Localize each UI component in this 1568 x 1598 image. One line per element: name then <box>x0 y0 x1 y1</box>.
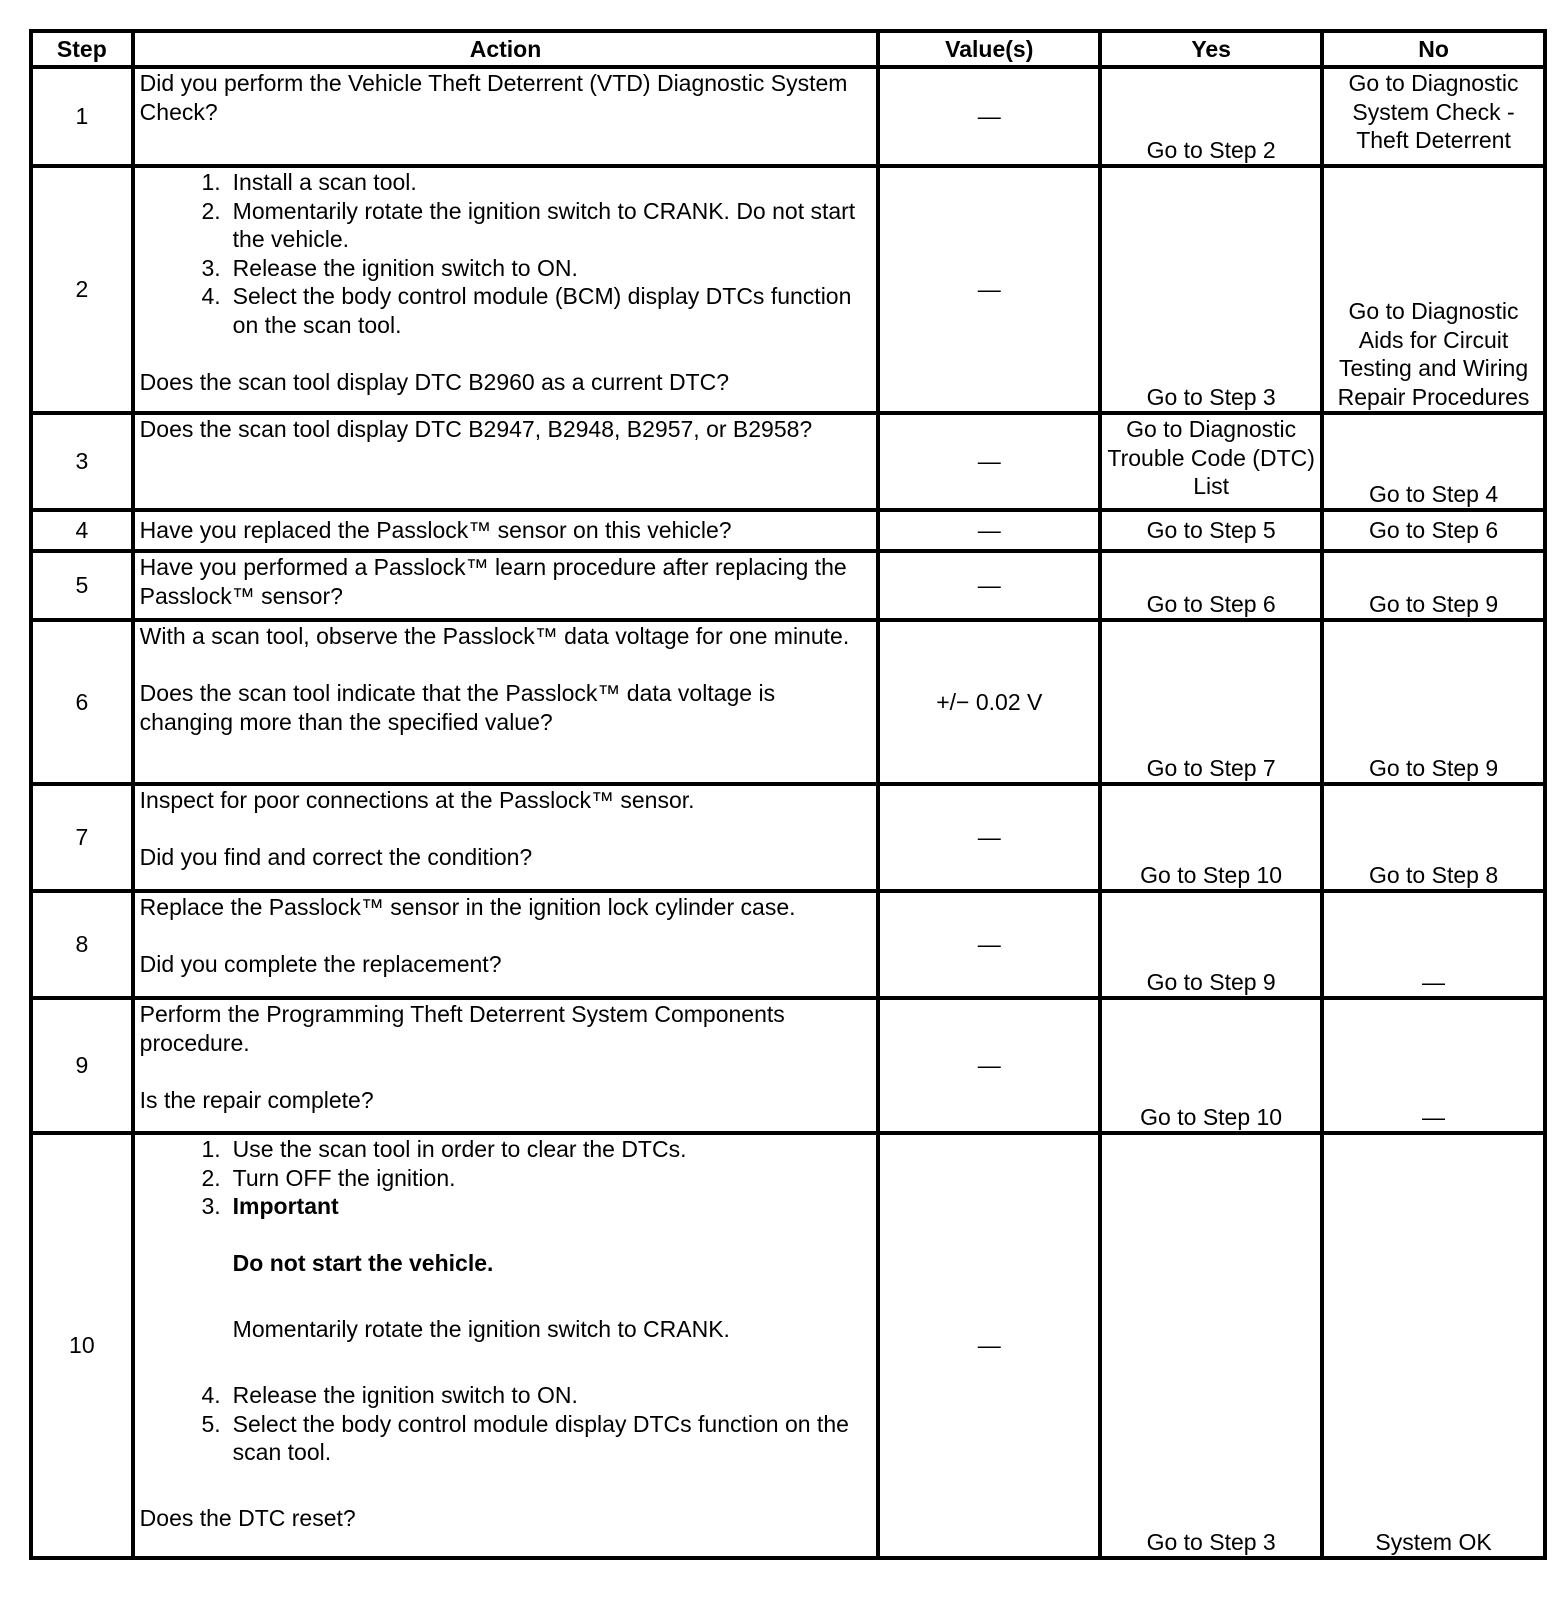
value-cell: — <box>878 891 1100 998</box>
step-number: 5 <box>31 551 133 620</box>
list-item-text: Select the body control module display DTCs function on the scan tool. <box>232 1410 849 1465</box>
header-action: Action <box>133 31 879 67</box>
list-item-text: Momentarily rotate the ignition switch to CRANK. Do not start the vehicle. <box>232 197 856 252</box>
action-cell <box>133 1133 879 1558</box>
list-item <box>140 1192 872 1221</box>
list-item <box>140 168 872 197</box>
list-item-text: Release the ignition switch to ON. <box>232 1382 578 1408</box>
list-item-text: Install a scan tool. <box>232 169 417 195</box>
question-text: Did you complete the replacement? <box>139 951 502 977</box>
no-cell: System OK <box>1322 1133 1545 1558</box>
list-item <box>140 254 872 283</box>
value-cell: — <box>878 551 1100 620</box>
step-number: 1 <box>31 67 133 166</box>
action-cell <box>133 551 879 620</box>
action-cell <box>133 998 879 1133</box>
table-row <box>31 413 1545 510</box>
table-row <box>31 784 1545 891</box>
table-row <box>31 891 1545 998</box>
value-cell: +/− 0.02 V <box>878 620 1100 784</box>
step-number: 3 <box>31 413 133 510</box>
action-cell <box>133 67 879 166</box>
step-number: 8 <box>31 891 133 998</box>
value-cell: — <box>878 166 1100 413</box>
action-text: Inspect for poor connections at the Passlock™ sensor. <box>139 787 695 813</box>
question-text: Does the DTC reset? <box>139 1505 356 1531</box>
question-text: Does the scan tool indicate that the Passlock™ data voltage is changing more than the specified value? <box>139 680 776 735</box>
yes-cell: Go to Step 9 <box>1100 891 1322 998</box>
action-cell <box>133 166 879 413</box>
header-step: Step <box>31 31 133 67</box>
question-text: Is the repair complete? <box>139 1086 374 1113</box>
action-text: Replace the Passlock™ sensor in the ignition lock cylinder case. <box>139 894 796 920</box>
list-item-number: 2. <box>201 197 221 224</box>
table-row <box>31 551 1545 620</box>
list-item <box>140 1135 872 1164</box>
action-text: With a scan tool, observe the Passlock™ data voltage for one minute. <box>139 623 850 649</box>
important-note: Do not start the vehicle. <box>232 1250 494 1276</box>
action-text: Did you perform the Vehicle Theft Deterrent (VTD) Diagnostic System Check? <box>139 70 848 125</box>
no-cell: Go to Step 9 <box>1322 620 1545 784</box>
no-cell: Go to Step 9 <box>1322 551 1545 620</box>
header-row <box>31 31 1545 67</box>
action-text: Have you performed a Passlock™ learn procedure after replacing the Passlock™ sensor? <box>139 554 847 609</box>
yes-cell: Go to Step 10 <box>1100 998 1322 1133</box>
diagnostic-table <box>29 29 1547 1560</box>
action-cell <box>133 413 879 510</box>
list-item-text: Release the ignition switch to ON. <box>232 254 578 281</box>
yes-cell: Go to Step 3 <box>1100 1133 1322 1558</box>
sub-instruction: Momentarily rotate the ignition switch to CRANK. <box>232 1316 730 1342</box>
no-cell: — <box>1322 998 1545 1133</box>
list-item <box>140 1381 872 1410</box>
table-row <box>31 67 1545 166</box>
yes-cell: Go to Step 3 <box>1100 166 1322 413</box>
header-values: Value(s) <box>878 31 1100 67</box>
step-number: 2 <box>31 166 133 413</box>
no-cell: Go to Step 6 <box>1322 510 1545 551</box>
yes-cell: Go to Step 7 <box>1100 620 1322 784</box>
yes-cell: Go to Step 2 <box>1100 67 1322 166</box>
list-item-number: 1. <box>201 1136 221 1162</box>
no-cell: — <box>1322 891 1545 998</box>
list-item <box>140 1164 872 1193</box>
yes-cell: Go to Step 10 <box>1100 784 1322 891</box>
list-item <box>140 282 872 339</box>
table-row <box>31 1133 1545 1558</box>
list-item-text: Use the scan tool in order to clear the DTCs. <box>232 1136 687 1162</box>
value-cell: — <box>878 1133 1100 1558</box>
list-item <box>140 197 872 254</box>
value-cell: — <box>878 784 1100 891</box>
list-item-number: 3. <box>201 254 221 281</box>
step-number: 10 <box>31 1133 133 1558</box>
table-row <box>31 620 1545 784</box>
value-cell: — <box>878 998 1100 1133</box>
yes-cell: Go to Diagnostic Trouble Code (DTC) List <box>1100 413 1322 510</box>
action-text: Perform the Programming Theft Deterrent System Components procedure. <box>139 1001 785 1056</box>
step-number: 9 <box>31 998 133 1133</box>
list-item <box>140 1410 872 1467</box>
yes-cell: Go to Step 6 <box>1100 551 1322 620</box>
no-cell: Go to Diagnostic System Check - Theft Deterrent <box>1322 67 1545 166</box>
action-cell <box>133 784 879 891</box>
header-yes: Yes <box>1100 31 1322 67</box>
question-text: Did you find and correct the condition? <box>139 844 533 870</box>
step-number: 7 <box>31 784 133 891</box>
step-number: 6 <box>31 620 133 784</box>
table-row <box>31 998 1545 1133</box>
list-item-text: Turn OFF the ignition. <box>232 1164 456 1191</box>
no-cell: Go to Step 4 <box>1322 413 1545 510</box>
list-item-number: 3. <box>201 1193 221 1219</box>
table-row <box>31 166 1545 413</box>
action-cell <box>133 510 879 551</box>
list-item-number: 5. <box>201 1410 221 1437</box>
action-cell <box>133 620 879 784</box>
table-row <box>31 510 1545 551</box>
value-cell: — <box>878 67 1100 166</box>
list-item-number: 4. <box>201 283 221 309</box>
header-no: No <box>1322 31 1545 67</box>
list-item-number: 2. <box>201 1164 221 1191</box>
yes-cell: Go to Step 5 <box>1100 510 1322 551</box>
list-item-number: 1. <box>201 169 221 195</box>
no-cell: Go to Step 8 <box>1322 784 1545 891</box>
value-cell: — <box>878 413 1100 510</box>
action-text: Have you replaced the Passlock™ sensor on this vehicle? <box>139 517 732 544</box>
important-label: Important <box>232 1193 339 1219</box>
step-number: 4 <box>31 510 133 551</box>
list-item-number: 4. <box>201 1382 221 1408</box>
no-cell: Go to Diagnostic Aids for Circuit Testing and Wiring Repair Procedures <box>1322 166 1545 413</box>
question-text: Does the scan tool display DTC B2960 as a current DTC? <box>139 368 730 395</box>
value-cell: — <box>878 510 1100 551</box>
action-text: Does the scan tool display DTC B2947, B2948, B2957, or B2958? <box>139 416 813 442</box>
action-cell <box>133 891 879 998</box>
list-item-text: Select the body control module (BCM) display DTCs function on the scan tool. <box>232 283 852 338</box>
